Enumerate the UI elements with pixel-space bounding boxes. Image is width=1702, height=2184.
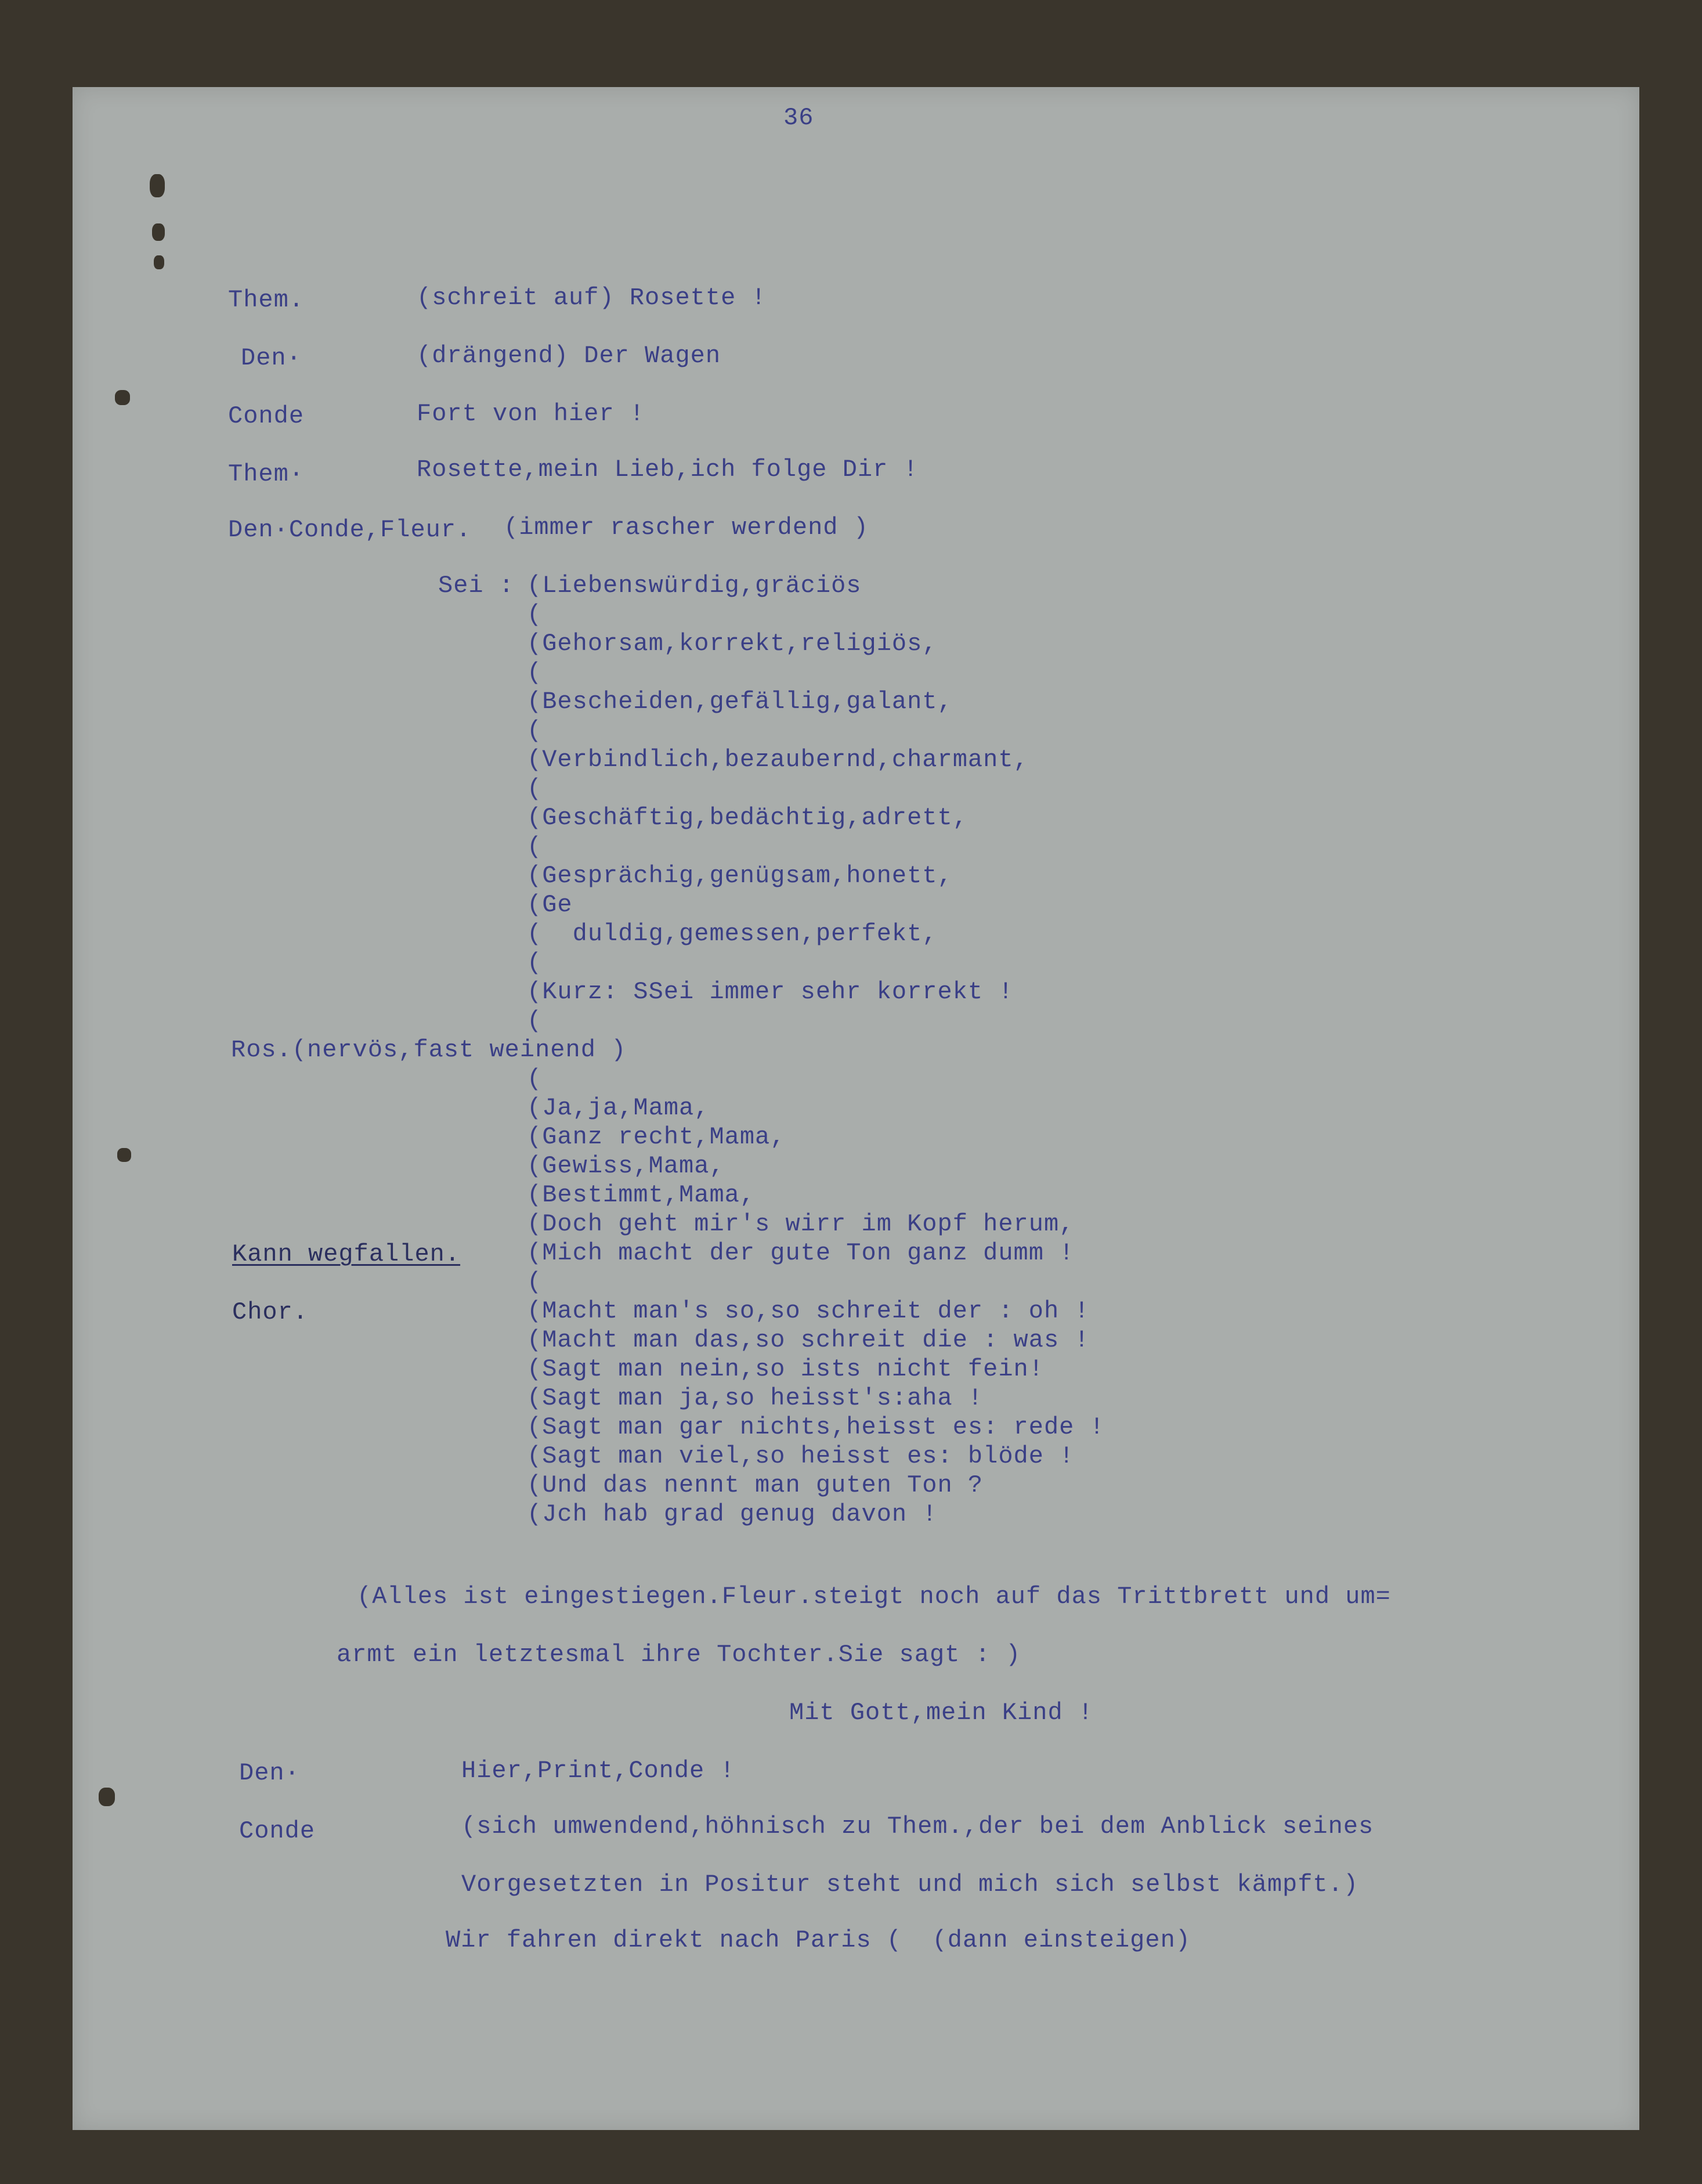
stage-direction-line-1: (Alles ist eingestiegen.Fleur.steigt noch auf das Trittbrett und um= [357,1583,1391,1611]
punch-hole [150,174,165,197]
line-them-2: Rosette,mein Lieb,ich folge Dir ! [417,456,919,483]
ros-verse: (Mich macht der gute Ton ganz dumm ! [527,1239,1075,1267]
punch-hole [99,1788,115,1806]
punch-hole [152,223,165,241]
punch-hole [154,255,164,269]
speaker-them: Them. [228,286,305,314]
sei-verse: (Ge [527,891,573,919]
sei-verse: ( [527,659,543,687]
line-conde-2c: Wir fahren direkt nach Paris ( (dann einsteigen) [446,1926,1191,1954]
sei-verse: ( [527,775,543,803]
chor-verse: (Macht man's so,so schreit der : oh ! [527,1297,1090,1325]
sei-verse: ( [527,949,543,977]
line-conde-2a: (sich umwendend,höhnisch zu Them.,der bei dem Anblick seines [461,1813,1374,1840]
sei-verse: (Kurz: SSei immer sehr korrekt ! [527,978,1014,1006]
ros-verse: (Doch geht mir's wirr im Kopf herum, [527,1210,1075,1238]
punch-hole [115,390,130,405]
page-number: 36 [783,104,814,132]
line-den-2: Hier,Print,Conde ! [461,1757,735,1785]
chor-verse: (Jch hab grad genug davon ! [527,1500,938,1528]
sei-verse: (Verbindlich,bezaubernd,charmant, [527,746,1029,774]
line-them: (schreit auf) Rosette ! [417,284,767,312]
ros-verse: (Ja,ja,Mama, [527,1094,710,1122]
ros-verse: (Ganz recht,Mama, [527,1123,786,1151]
sei-verse: ( [527,601,543,629]
line-den: (drängend) Der Wagen [417,342,721,370]
chor-verse: (Sagt man gar nichts,heisst es: rede ! [527,1413,1105,1441]
stage-direction-line-2: armt ein letztesmal ihre Tochter.Sie sagt : ) [337,1641,1021,1669]
sei-verse: ( [527,833,543,861]
ros-verse: (Gewiss,Mama, [527,1152,725,1180]
fleur-line: Mit Gott,mein Kind ! [789,1699,1094,1727]
sei-verse: ( duldig,gemessen,perfekt, [527,920,938,948]
chor-verse: (Sagt man nein,so ists nicht fein! [527,1355,1044,1383]
speaker-group: Den·Conde,Fleur. [228,516,472,544]
sei-verse: ( [527,1007,543,1035]
speaker-them-2: Them· [228,460,305,488]
chor-verse: (Und das nennt man guten Ton ? [527,1471,984,1499]
speaker-conde-2: Conde [239,1817,316,1845]
sei-verse: ( [527,717,543,745]
ros-verse: ( [527,1268,543,1296]
chor-verse: (Sagt man ja,so heisst's:aha ! [527,1384,984,1412]
ros-verse: ( [527,1065,543,1093]
line-group: (immer rascher werdend ) [504,514,869,542]
punch-hole [117,1148,131,1162]
sei-verse: (Bescheiden,gefällig,galant, [527,688,953,716]
line-conde-2b: Vorgesetzten in Positur steht und mich sich selbst kämpft.) [461,1871,1359,1898]
ros-verse: (Bestimmt,Mama, [527,1181,756,1209]
sei-verse: (Liebenswürdig,gräciös [527,572,862,600]
speaker-den-2: Den· [239,1759,300,1787]
sei-verse: (Gehorsam,korrekt,religiös, [527,630,938,658]
chor-verse: (Sagt man viel,so heisst es: blöde ! [527,1442,1075,1470]
margin-note: Kann wegfallen. [232,1240,461,1268]
sei-verse: (Gesprächig,genügsam,honett, [527,862,953,890]
speaker-den: Den· [241,344,302,372]
chor-verse: (Macht man das,so schreit die : was ! [527,1326,1090,1354]
sei-label: Sei : [438,572,515,600]
sei-verse: (Geschäftig,bedächtig,adrett, [527,804,968,832]
ros-label: Ros.(nervös,fast weinend ) [231,1036,627,1064]
line-conde: Fort von hier ! [417,400,645,428]
speaker-conde: Conde [228,402,305,430]
chor-label: Chor. [232,1298,309,1326]
